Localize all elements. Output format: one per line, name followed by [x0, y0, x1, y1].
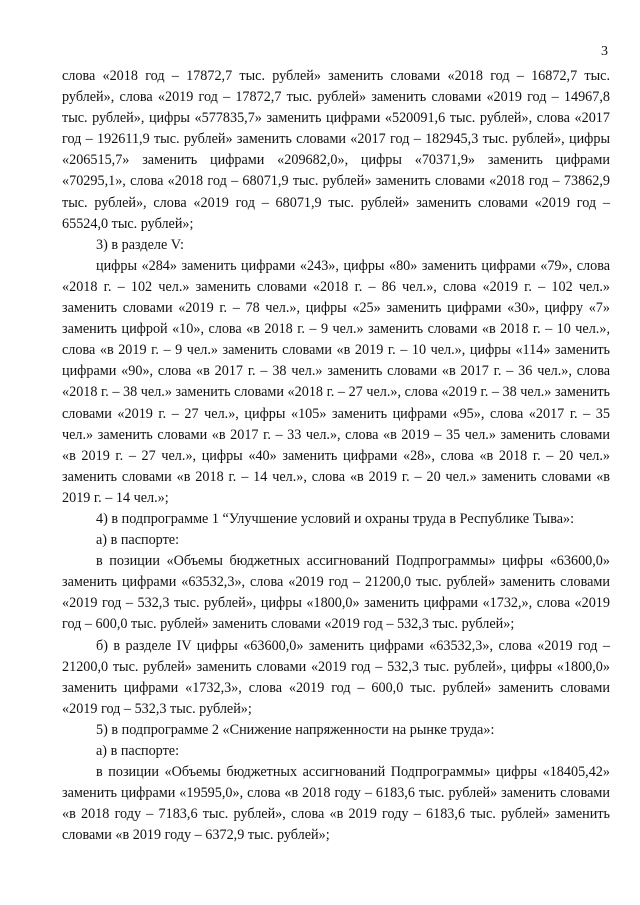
- paragraph-subprogram-2-heading: 5) в подпрограмме 2 «Снижение напряженности на рынке труда»:: [96, 721, 495, 738]
- document-body: [62, 66, 610, 846]
- paragraph-section-v-changes: цифры «284» заменить цифрами «243», цифры «80» заменить цифрами «79», слова «2018 г. – 102 чел.» заменить словами «2018 г. – 86 чел.», слова «2019 г. – 102 чел.» заменить словами «2019 г. – 78 чел.», цифры «25» заменить цифрами «30», цифру «7» заменить цифрой «10», слова «в 2018 г. – 9 чел.» заменить словами «в 2018 г. – 10 чел.», слова «в 2019 г. – 9 чел.» заменить словами «в 2019 г. – 10 чел.», цифры «114» заменить цифрами «90», слова «в 2017 г. – 38 чел.» заменить словами «в 2017 г. – 36 чел.», слова «2018 г. – 38 чел.» заменить словами «2018 г. – 27 чел.», слова «2019 г. – 38 чел.» заменить словами «2019 г. – 27 чел.», цифры «105» заменить цифрами «95», слова «2017 г. – 35 чел.» заменить словами «в 2017 г. – 33 чел.», слова «в 2019 – 35 чел.» заменить словами «в 2019 г. – 27 чел.», цифры «40» заменить цифрами «28», слова «в 2018 г. – 20 чел.» заменить словами «в 2018 г. – 14 чел.», слова «в 2019 г. – 20 чел.» заменить словами «в 2019 г. – 14 чел.»;: [62, 257, 610, 506]
- paragraph-section-v-heading: 3) в разделе V:: [96, 236, 184, 253]
- paragraph-subprogram-2-passport-changes: в позиции «Объемы бюджетных ассигнований Подпрограммы» цифры «18405,42» заменить цифрами «19595,0», слова «в 2018 году – 6183,6 тыс. рублей» заменить словами «в 2018 году – 7183,6 тыс. рублей», слова «в 2019 году – 6183,6 тыс. рублей» заменить словами «в 2019 году – 6372,9 тыс. рублей»;: [62, 764, 610, 844]
- paragraph-subprogram-1-passport: а) в паспорте:: [96, 532, 180, 549]
- paragraph-budget-amounts: слова «2018 год – 17872,7 тыс. рублей» заменить словами «2018 год – 16872,7 тыс. рублей», слова «2019 год – 17872,7 тыс. рублей» заменить словами «2019 год – 14967,8 тыс. рублей», цифры «577835,7» заменить цифрами «520091,6 тыс. рублей», слова «2017 год – 192611,9 тыс. рублей» заменить словами «2017 год – 182945,3 тыс. рублей», цифры «206515,7» заменить цифрами «209682,0», цифры «70371,9» заменить цифрами «70295,1», слова «2018 год – 68071,9 тыс. рублей» заменить словами «2018 год – 73862,9 тыс. рублей», слова «2019 год – 68071,9 тыс. рублей» заменить словами «2019 год – 65524,0 тыс. рублей»;: [62, 68, 610, 232]
- paragraph-subprogram-1-heading: 4) в подпрограмме 1 “Улучшение условий и охраны труда в Республике Тыва»:: [96, 510, 575, 527]
- paragraph-subprogram-1-passport-changes: в позиции «Объемы бюджетных ассигнований Подпрограммы» цифры «63600,0» заменить цифрами «63532,3», слова «2019 год – 21200,0 тыс. рублей» заменить словами «2019 год – 532,3 тыс. рублей», цифры «1800,0» заменить цифрами «1732,», слова «2019 год – 600,0 тыс. рублей» заменить словами «2019 год – 532,3 тыс. рублей»;: [62, 553, 610, 633]
- paragraph-subprogram-1-section-iv: б) в разделе IV цифры «63600,0» заменить цифрами «63532,3», слова «2019 год – 21200,0 тыс. рублей» заменить словами «2019 год – 532,3 тыс. рублей», цифры «1800,0» заменить цифрами «1732,3», слова «2019 год – 600,0 тыс. рублей» заменить словами «2019 год – 532,3 тыс. рублей»;: [62, 637, 610, 717]
- paragraph-subprogram-2-passport: а) в паспорте:: [96, 743, 180, 759]
- page-number: 3: [601, 44, 608, 59]
